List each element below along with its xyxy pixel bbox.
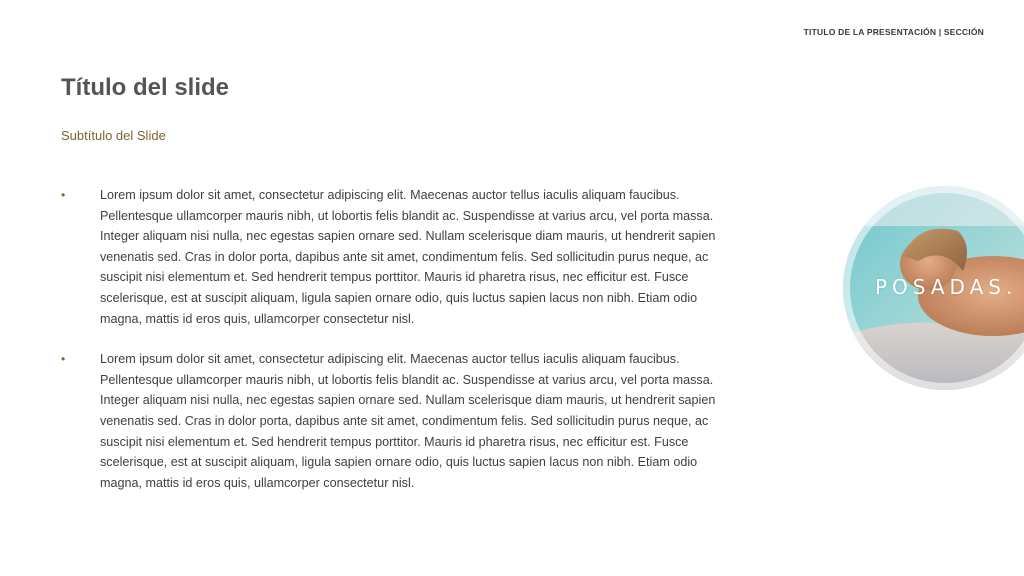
bullet-dot-icon: • xyxy=(61,188,66,202)
bullet-text: Lorem ipsum dolor sit amet, consectetur adipiscing elit. Maecenas auctor tellus iaculis aliquam faucibus. Pellentesque ullamcorper mauris nibh, ut lobortis felis blandit ac. Suspendisse at varius arcu, vel porta massa. Integer aliquam nisi nulla, nec egestas sapien ornare sed. Nullam scelerisque diam mauris, ut hendrerit sapien venenatis sed. Cras in dolor porta, dapibus ante sit amet, condimentum felis. Sed sollicitudin purus neque, ac suscipit nisi elementum et. Sed hendrerit tempus porttitor. Mauris id pharetra risus, nec efficitur est. Fusce scelerisque, est at suscipit aliquam, ligula sapien ornare odio, quis luctus sapien lacus non nibh. Etiam odio magna, mattis id eros quis, ullamcorper consectetur nisl. xyxy=(100,188,716,326)
bullet-dot-icon: • xyxy=(61,352,66,367)
slide-title: Título del slide xyxy=(61,74,230,101)
bullet-item xyxy=(61,349,741,493)
posadas-logo-text: POSADAS. xyxy=(875,275,1018,299)
section-header-label: TITULO DE LA PRESENTACIÓN | SECCIÓN xyxy=(803,27,984,37)
bullet-list xyxy=(61,185,741,513)
posadas-logo-image xyxy=(843,186,1024,390)
bullet-item xyxy=(61,185,741,329)
slide-subtitle: Subtítulo del Slide xyxy=(61,128,166,143)
bullet-text: Lorem ipsum dolor sit amet, consectetur adipiscing elit. Maecenas auctor tellus iaculis aliquam faucibus. Pellentesque ullamcorper mauris nibh, ut lobortis felis blandit ac. Suspendisse at varius arcu, vel porta massa. Integer aliquam nisi nulla, nec egestas sapien ornare sed. Nullam scelerisque diam mauris, ut hendrerit sapien venenatis sed. Cras in dolor porta, dapibus ante sit amet, condimentum felis. Sed sollicitudin purus neque, ac suscipit nisi elementum et. Sed hendrerit tempus porttitor. Mauris id pharetra risus, nec efficitur est. Fusce scelerisque, est at suscipit aliquam, ligula sapien ornare odio, quis luctus sapien lacus non nibh. Etiam odio magna, mattis id eros quis, ullamcorper consectetur nisl. xyxy=(100,352,716,490)
